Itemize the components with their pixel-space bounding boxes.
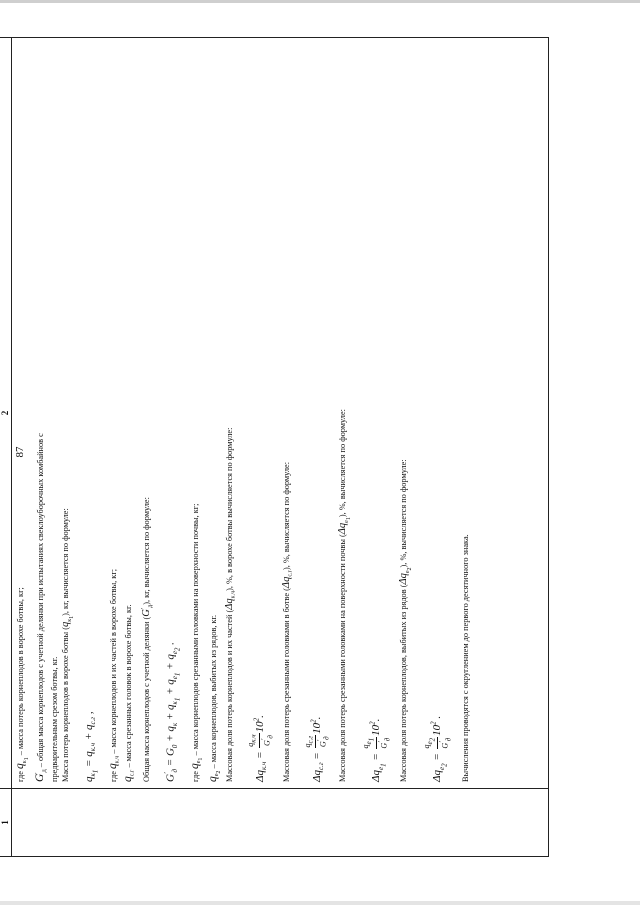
scan-edge-bottom (0, 901, 640, 905)
formula-dqsg: $\Delta q_{с.г}$ = $q_{с.г}$ $G'_д$ $10^2$. (302, 716, 331, 782)
def-qe1: где $q_{e_1}$ – масса корнеплодов срезанными головками на поверхности почвы, кг; (188, 503, 205, 782)
heading-dqe2: Массовая доля потерь корнеплодов, выбитых из рядов $(\Delta q_{e_2})$, %, вычисляется по формуле: (398, 459, 414, 782)
def-qkch-text: – масса корнеплодов и их частей в ворохе ботвы, кг; (108, 568, 118, 754)
heading-dqkch: Массовая доля потерь корнеплодов и их частей $(\Delta q_{к.ч})$, %, в ворохе ботвы вычисляется по формуле: (224, 427, 237, 782)
def-qk1: где $q_{к_1}$ – масса потерь корнеплодов в ворохе ботвы, кг; (14, 587, 30, 782)
def-qe2-text: – масса корнеплодов, выбитых из рядов, кг. (208, 614, 218, 769)
formula-dqkch: $\Delta q_{к.ч}$ = $q_{к.ч}$ $G'_д$ $10^2$. (246, 715, 274, 782)
def-qe2: $q_{e_2}$ – масса корнеплодов, выбитых из рядов, кг. (206, 614, 223, 782)
def-gd: $G'_д$ – общая масса корнеплодов с учетной делянки при испытаниях свеклоуборочных комбайнов с (33, 433, 48, 782)
def-qkch: где $q_{к.ч}$ – масса корнеплодов и их частей в ворохе ботвы, кг; (106, 568, 121, 782)
column-1-cell (12, 789, 549, 857)
column-2-cell (12, 38, 549, 789)
heading-dqe1: Массовая доля потерь срезанными головками на поверхности почвы $(\Delta q_{e_1})$, %, вычисляется по формуле: (337, 409, 353, 782)
def-qk1-text: – масса потерь корнеплодов в ворохе ботвы, кг; (16, 587, 25, 756)
def-gd-text-2: предварительным срезом ботвы, кг. (50, 656, 60, 782)
heading-gd: Общая масса корнеплодов с учетной делянки $(G'_д)$, кг, вычисляется по формуле: (140, 497, 154, 782)
formula-dqe1: $\Delta q_{e_1}$ = $q_{e_1}$ $G'_д$ $10^2$. (361, 718, 392, 782)
heading-dqsg: Массовая доля потерь срезанными головками в ботве $(\Delta q_{с.г})$, %, вычисляется по формуле: (280, 461, 294, 782)
rounding-note: Вычисления проводятся с округлением до первого десятичного знака. (460, 534, 470, 782)
def-qsg: $q_{с.г}$ – масса срезанных головок в ворохе ботвы, кг. (122, 604, 136, 782)
scan-edge-top (0, 0, 640, 3)
formula-dqe2: $\Delta q_{e_2}$ = $q_{e_2}$ $G'_д$ $10^2$ . (422, 715, 453, 782)
content-table (0, 37, 549, 857)
formula-qk1: $q_{к_1} = q_{к.ч} + q_{с.г}$ , (83, 711, 100, 782)
column-header-2: 2 (0, 38, 12, 789)
heading-qk1: Масса потерь корнеплодов в ворохе ботвы $(q_{к_1})$, кг, вычисляется по формуле: (60, 508, 76, 782)
def-qsg-text: – масса срезанных головок в ворохе ботвы, кг. (124, 604, 134, 768)
def-gd-text: – общая масса корнеплодов с учетной делянки при испытаниях свеклоуборочных комбайнов с (35, 433, 45, 768)
def-qe1-text: – масса корнеплодов срезанными головками на поверхности почвы, кг; (190, 503, 200, 756)
formula-gd: $G'_д = G_0 + q_к + q_{к_1} + q_{e_1} + q_{e_2}$ . (163, 642, 182, 782)
rotated-page-content (0, 37, 549, 857)
page-number: 87 (14, 446, 26, 458)
column-header-1: 1 (0, 789, 12, 857)
